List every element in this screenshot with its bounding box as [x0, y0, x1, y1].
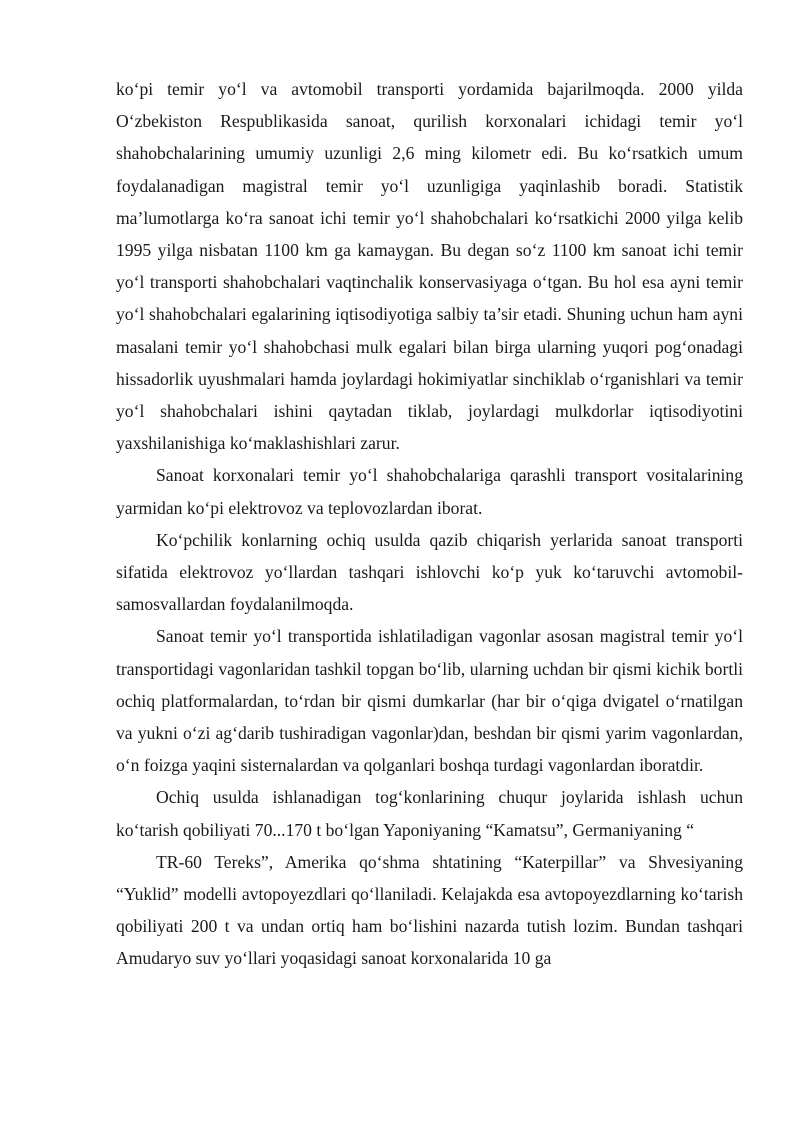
paragraph-open-pit: Ko‘pchilik konlarning ochiq usulda qazib chiqarish yerlarida sanoat transporti sifatida elektrovoz yo‘llardan tashqari ishlovchi ko‘p yuk ko‘taruvchi avtomobil-samosvallardan foydalanilmoqda.: [116, 529, 743, 615]
paragraph-mining: Ochiq usulda ishlanadigan tog‘konlarining chuqur joylarida ishlash uchun ko‘tarish qobiliyati 70...170 t bo‘lgan Yaponiyaning “Kamatsu”, Germaniyaning “: [116, 787, 743, 840]
paragraph-wagons: Sanoat temir yo‘l transportida ishlatiladigan vagonlar asosan magistral temir yo‘l transportidagi vagonlaridan tashkil topgan bo‘lib, ularning uchdan bir qismi kichik bortli ochiq platformalardan, to‘rdan bir qismi dumkarlar (har bir o‘qiga dvigatel o‘rnatilgan va yukni o‘zi ag‘darib tushiradigan vagonlar)dan, beshdan bir qismi yarim vagonlardan, o‘n foizga yaqini sisternalardan va qolganlari boshqa turdagi vagonlardan iboratdir.: [116, 626, 743, 776]
document-page: [116, 73, 743, 975]
paragraph-vehicles: Sanoat korxonalari temir yo‘l shahobchalariga qarashli transport vositalarining yarmidan ko‘pi elektrovoz va teplovozlardan iborat.: [116, 465, 743, 518]
paragraph-continuation: ko‘pi temir yo‘l va avtomobil transporti yordamida bajarilmoqda. 2000 yilda O‘zbekiston Respublikasida sanoat, qurilish korxonalari ichidagi temir yo‘l shahobchalarining umumiy uzunligi 2,6 ming kilometr edi. Bu ko‘rsatkich umum foydalanadigan magistral temir yo‘l uzunligiga yaqinlashib boradi. Statistik ma’lumotlarga ko‘ra sanoat ichi temir yo‘l shahobchalari ko‘rsatkichi 2000 yilga kelib 1995 yilga nisbatan 1100 km ga kamaygan. Bu degan so‘z 1100 km sanoat ichi temir yo‘l transporti shahobchalari vaqtinchalik konservasiyaga o‘tgan. Bu hol esa ayni temir yo‘l shahobchalari egalarining iqtisodiyotiga salbiy ta’sir etadi. Shuning uchun ham ayni masalani temir yo‘l shahobchasi mulk egalari bilan birga ularning yuqori pog‘onadagi hissadorlik uyushmalari hamda joylardagi hokimiyatlar sinchiklab o‘rganishlari va temir yo‘l shahobchalari ishini qaytadan tiklab, joylardagi mulkdorlar iqtisodiyotini yaxshilanishiga ko‘maklashishlari zarur.: [116, 79, 743, 454]
paragraph-road-trains: TR-60 Tereks”, Amerika qo‘shma shtatining “Katerpillar” va Shvesiyaning “Yuklid” modelli avtopoyezdlari qo‘llaniladi. Kelajakda esa avtopoyezdlarning ko‘tarish qobiliyati 200 t va undan ortiq ham bo‘lishini nazarda tutish lozim. Bundan tashqari Amudaryo suv yo‘llari yoqasidagi sanoat korxonalarida 10 ga: [116, 851, 743, 969]
